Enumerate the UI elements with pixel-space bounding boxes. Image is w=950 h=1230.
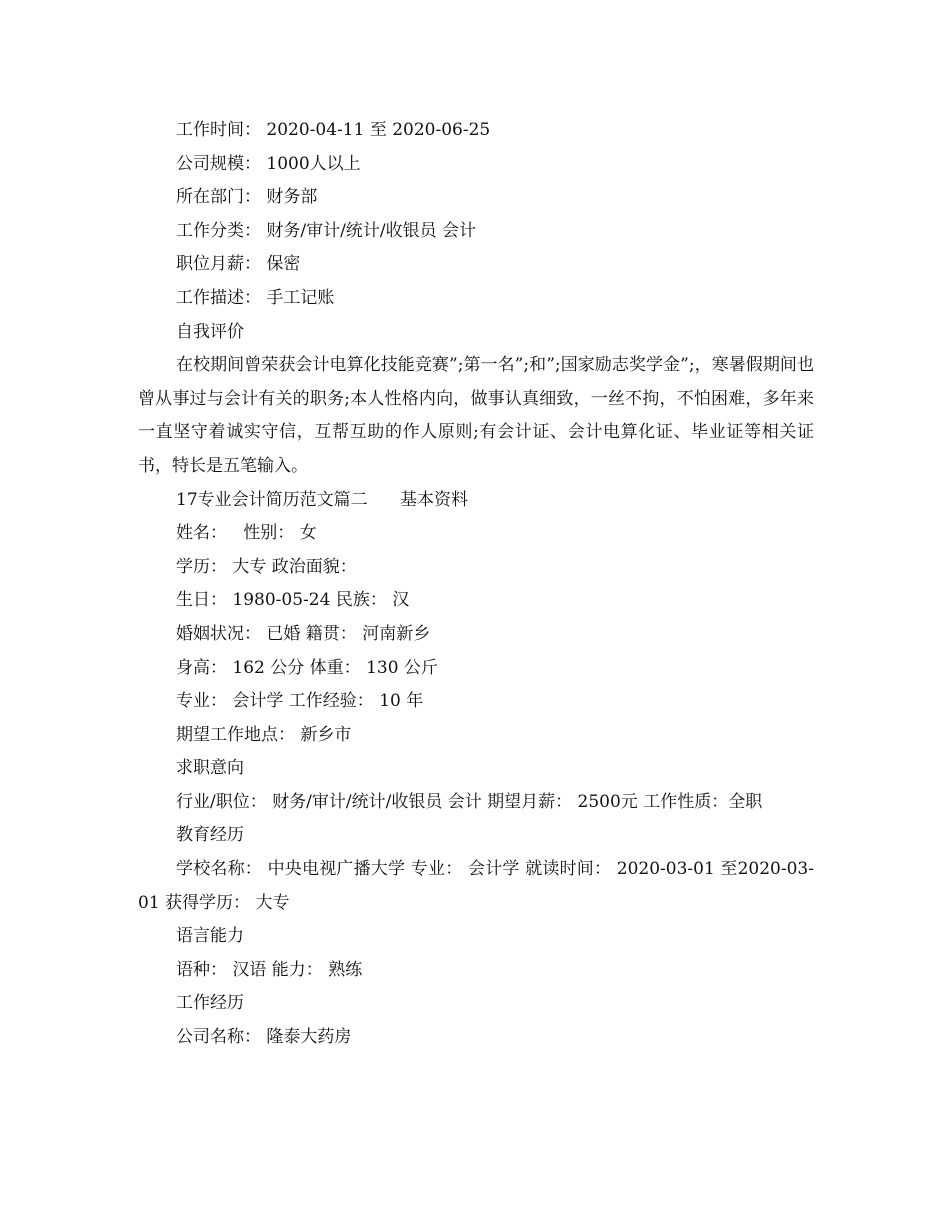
work-description-line: 工作描述： 手工记账	[176, 287, 335, 308]
resume-content	[138, 114, 814, 1055]
birthday-ethnicity-line: 生日： 1980-05-24 民族： 汉	[176, 590, 410, 611]
major-experience-line: 专业： 会计学 工作经验： 10 年	[176, 691, 424, 712]
education-paragraph: 学校名称： 中央电视广播大学 专业： 会计学 就读时间： 2020-03-01 至2020-03-01 获得学历： 大专	[138, 859, 814, 913]
department-line: 所在部门： 财务部	[176, 187, 318, 208]
work-time-line: 工作时间： 2020-04-11 至 2020-06-25	[176, 120, 491, 140]
self-evaluation-heading: 自我评价	[176, 321, 244, 342]
job-intent-heading: 求职意向	[176, 758, 244, 779]
section-title-basic-info: 17专业会计简历范文篇二 基本资料	[176, 489, 469, 510]
expected-location-line: 期望工作地点： 新乡市	[176, 724, 352, 745]
job-intent-paragraph: 行业/职位： 财务/审计/统计/收银员 会计 期望月薪： 2500元 工作性质：全职	[176, 791, 763, 812]
company-name-line: 公司名称： 隆泰大药房	[176, 1027, 352, 1048]
work-history-heading: 工作经历	[176, 993, 244, 1014]
language-heading: 语言能力	[176, 926, 244, 947]
monthly-salary-line: 职位月薪： 保密	[176, 254, 301, 275]
work-category-line: 工作分类： 财务/审计/统计/收银员 会计	[176, 220, 476, 241]
self-evaluation-paragraph: 在校期间曾荣获会计电算化技能竞赛”;第一名”;和”;国家励志奖学金”;，寒暑假期间也曾从事过与会计有关的职务;本人性格内向，做事认真细致，一丝不拘，不怕困难，多年来一直坚守着诚实守信，互帮互助的作人原则;有会计证、会计电算化证、毕业证等相关证书，特长是五笔输入。	[138, 355, 814, 476]
education-politics-line: 学历： 大专 政治面貌：	[176, 556, 357, 577]
height-weight-line: 身高： 162 公分 体重： 130 公斤	[176, 657, 438, 678]
company-size-line: 公司规模： 1000人以上	[176, 153, 361, 174]
marital-origin-line: 婚姻状况： 已婚 籍贯： 河南新乡	[176, 623, 431, 644]
name-gender-line: 姓名： 性别： 女	[176, 523, 317, 544]
education-heading: 教育经历	[176, 825, 244, 846]
language-line: 语种： 汉语 能力： 熟练	[176, 959, 363, 980]
